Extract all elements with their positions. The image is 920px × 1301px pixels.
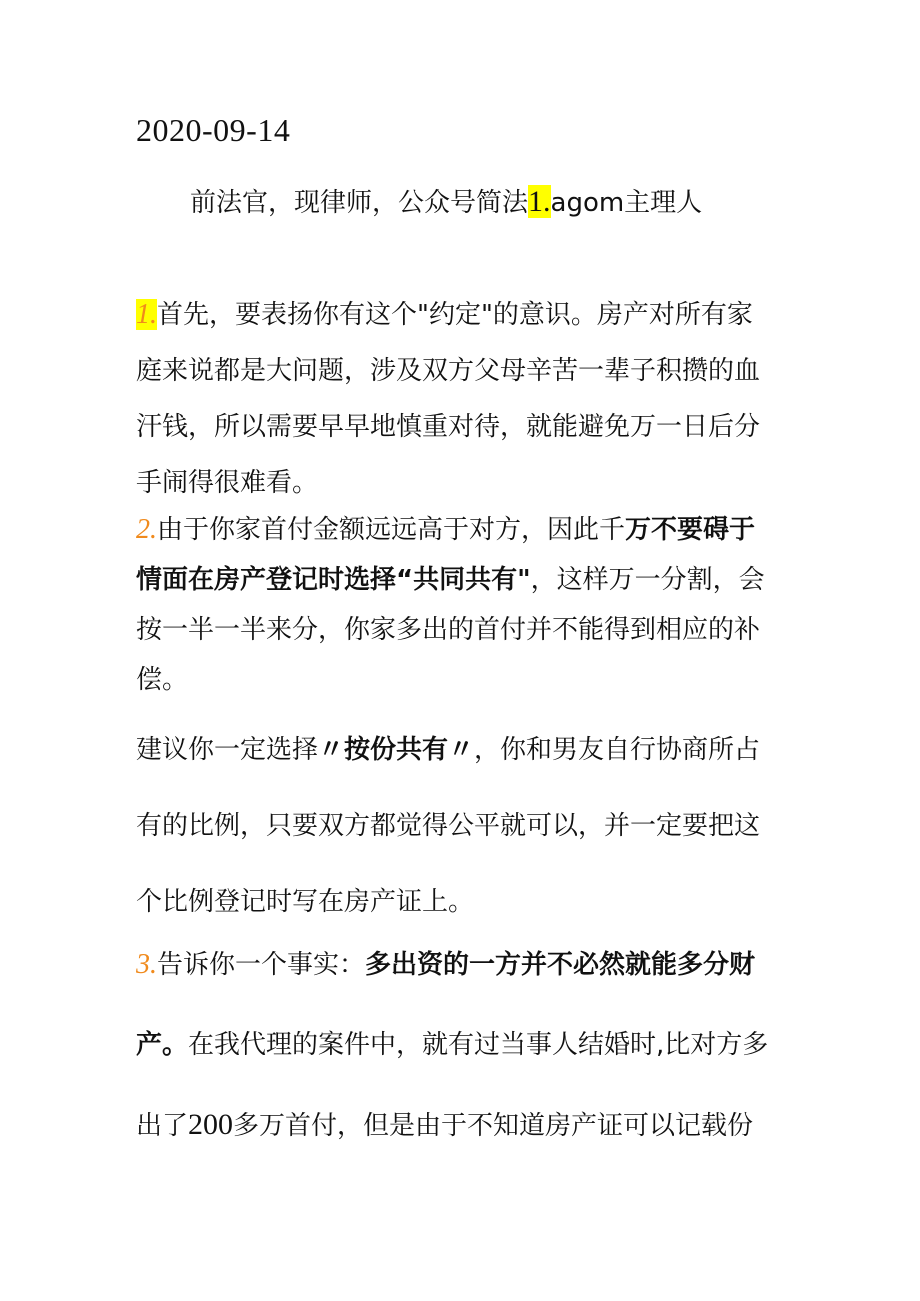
paragraph-line bbox=[136, 287, 796, 343]
paragraph-line: 有的比例，只要双方都觉得公平就可以，并一定要把这 bbox=[136, 811, 761, 841]
paragraph-text: ，你和男友自行协商所占 bbox=[474, 735, 761, 765]
bold-text: 产。 bbox=[136, 1030, 189, 1060]
article-date: 2020-09-14 bbox=[136, 112, 291, 148]
paragraph-3 bbox=[136, 712, 796, 940]
paragraph-text: 建议你一定选择 bbox=[136, 735, 319, 765]
bold-text: 万不要碍于 bbox=[625, 515, 756, 545]
author-prefix: 前法官，现律师，公众号简法 bbox=[190, 188, 529, 218]
paragraph-line bbox=[136, 712, 796, 788]
paragraph-line: 个比例登记时写在房产证上。 bbox=[136, 887, 475, 917]
author-suffix: agom主理人 bbox=[550, 188, 703, 218]
paragraph-line: 汗钱，所以需要早早地慎重对待，就能避免万一日后分 bbox=[136, 412, 761, 442]
bold-text: 情面在房产登记时选择“共同共有" bbox=[136, 565, 531, 595]
paragraph-line: 偿。 bbox=[136, 665, 189, 695]
author-highlight: 1. bbox=[528, 185, 551, 218]
bold-text: 〃按份共有〃 bbox=[318, 735, 475, 765]
paragraph-line bbox=[136, 925, 796, 1005]
list-number-2: 2. bbox=[136, 514, 157, 545]
paragraph-line bbox=[136, 1005, 796, 1085]
paragraph-text: 在我代理的案件中，就有过当事人结婚时,比对方多 bbox=[188, 1030, 769, 1060]
paragraph-line bbox=[136, 505, 796, 555]
author-line bbox=[190, 182, 702, 223]
paragraph-text: 告诉你一个事实： bbox=[157, 950, 366, 980]
paragraph-line bbox=[136, 1085, 796, 1166]
list-number-3: 3. bbox=[136, 949, 157, 980]
paragraph-2 bbox=[136, 505, 796, 705]
paragraph-text: 由于你家首付金额远远高于对方，因此千 bbox=[157, 515, 626, 545]
bold-text: 多出资的一方并不必然就能多分财 bbox=[365, 950, 756, 980]
paragraph-line: 按一半一半来分，你家多出的首付并不能得到相应的补 bbox=[136, 615, 761, 645]
list-number-1: 1. bbox=[136, 299, 157, 330]
paragraph-text: 多万首付，但是由于不知道房产证可以记载份 bbox=[233, 1111, 754, 1141]
paragraph-line: 庭来说都是大问题，涉及双方父母辛苦一辈子积攒的血 bbox=[136, 356, 761, 386]
paragraph-text: 出了 bbox=[136, 1111, 189, 1141]
paragraph-text: ，这样万一分割，会 bbox=[530, 565, 765, 595]
amount-number: 200 bbox=[188, 1108, 234, 1141]
paragraph-line: 手闹得很难看。 bbox=[136, 468, 319, 498]
paragraph-text: 首先，要表扬你有这个"约定"的意识。房产对所有家 bbox=[157, 300, 753, 330]
paragraph-4 bbox=[136, 925, 796, 1166]
paragraph-1 bbox=[136, 287, 796, 511]
paragraph-line bbox=[136, 555, 796, 605]
